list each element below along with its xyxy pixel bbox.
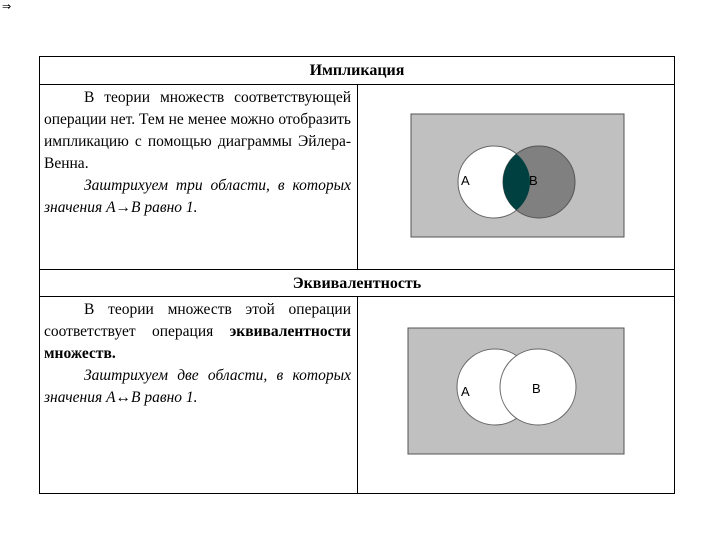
equivalence-paragraph-1: В теории множеств этой операции соответствует операция xyxy=(44,301,351,340)
equivalence-title: Эквивалентность xyxy=(40,269,674,297)
equivalence-bold-term: эквивалентности множеств. xyxy=(44,323,351,362)
label-a: A xyxy=(461,384,470,399)
implication-title: Импликация xyxy=(40,57,674,85)
implication-paragraph-1: В теории множеств соответствующей операции нет. Тем не менее можно отобразить импликацию с помощью диаграммы Эйлера-Венна. xyxy=(44,89,351,172)
label-a: A xyxy=(461,173,470,188)
implication-paragraph-2: Заштрихуем три области, в которых значения A→B равно 1. xyxy=(44,177,351,216)
equivalence-venn-diagram xyxy=(358,297,674,493)
arrow-icon: ⇒ xyxy=(2,0,12,13)
label-b: B xyxy=(532,381,541,396)
equivalence-text-cell xyxy=(40,297,358,493)
label-b: B xyxy=(529,173,538,188)
implication-venn-diagram xyxy=(358,85,674,269)
operations-table xyxy=(39,56,675,494)
implication-diagram-cell xyxy=(358,85,674,269)
equivalence-paragraph-2: Заштрихуем две области, в которых значения A↔B равно 1. xyxy=(44,367,351,406)
equivalence-diagram-cell xyxy=(358,297,674,493)
implication-text-cell xyxy=(40,85,358,269)
